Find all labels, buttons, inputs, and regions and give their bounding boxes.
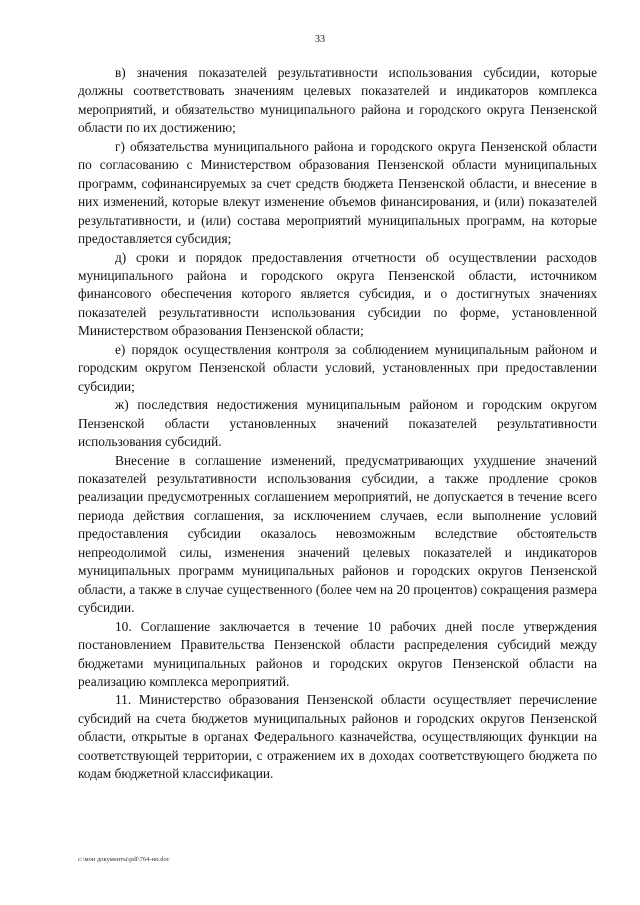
paragraph-e: е) порядок осуществления контроля за соблюдением муниципальным районом и городским округом Пензенской области условий, установленных при предоставлении субсидии;	[78, 341, 597, 394]
paragraph-zh: ж) последствия недостижения муниципальным районом и городским округом Пензенской области установленных значений показателей результативности использования субсидий.	[78, 397, 597, 450]
paragraph-d: д) сроки и порядок предоставления отчетности об осуществлении расходов муниципального района и городского округа Пензенской области, источником финансового обеспечения которого является субсидия, и о достигнутых значениях показателей результативности использования субсидии по форме, установленной Министерством образования Пензенской области;	[78, 249, 597, 339]
paragraph-11: 11. Министерство образования Пензенской области осуществляет перечисление субсидий на счета бюджетов муниципальных районов и городских округов Пензенской области, открытые в органах Федерального казначейства, осуществляющих функции на соответствующей территории, с отражением их в доходах соответствующего бюджета по кодам бюджетной классификации.	[78, 692, 597, 782]
paragraph-amendments: Внесение в соглашение изменений, предусматривающих ухудшение значений показателей результативности использования субсидии, а также продление сроков реализации предусмотренных соглашением мероприятий, не допускается в течение всего периода действия соглашения, за исключением случаев, если выполнение условий предоставления субсидии оказалось невозможным вследствие обстоятельств непреодолимой силы, изменения значений целевых показателей и индикаторов муниципальных программ муниципальных районов и городских округов Пензенской области, а также в случае существенного (более чем на 20 процентов) сокращения размера субсидии.	[78, 452, 597, 616]
paragraph-g: г) обязательства муниципального района и городского округа Пензенской области по согласованию с Министерством образования Пензенской области муниципальных программ, софинансируемых за счет средств бюджета Пензенской области, и внесение в них изменений, которые влекут изменение объемов финансирования, и (или) показателей результативности, и (или) состава мероприятий муниципальных программ, на которые предоставляется субсидия;	[78, 138, 597, 247]
page-number: 33	[315, 34, 325, 45]
paragraph-10: 10. Соглашение заключается в течение 10 рабочих дней после утверждения постановлением Правительства Пензенской области распределения субсидий между бюджетами муниципальных районов и городских округов Пензенской области на реализацию комплекса мероприятий.	[78, 618, 597, 689]
document-body	[78, 64, 597, 784]
paragraph-v: в) значения показателей результативности использования субсидии, которые должны соответствовать значениям целевых показателей и индикаторов комплекса мероприятий, и обязательство муниципального района и городского округа Пензенской области по их достижению;	[78, 65, 597, 136]
footer-file-path: c:\мои документы\pdf\764-ип.doc	[78, 856, 170, 863]
